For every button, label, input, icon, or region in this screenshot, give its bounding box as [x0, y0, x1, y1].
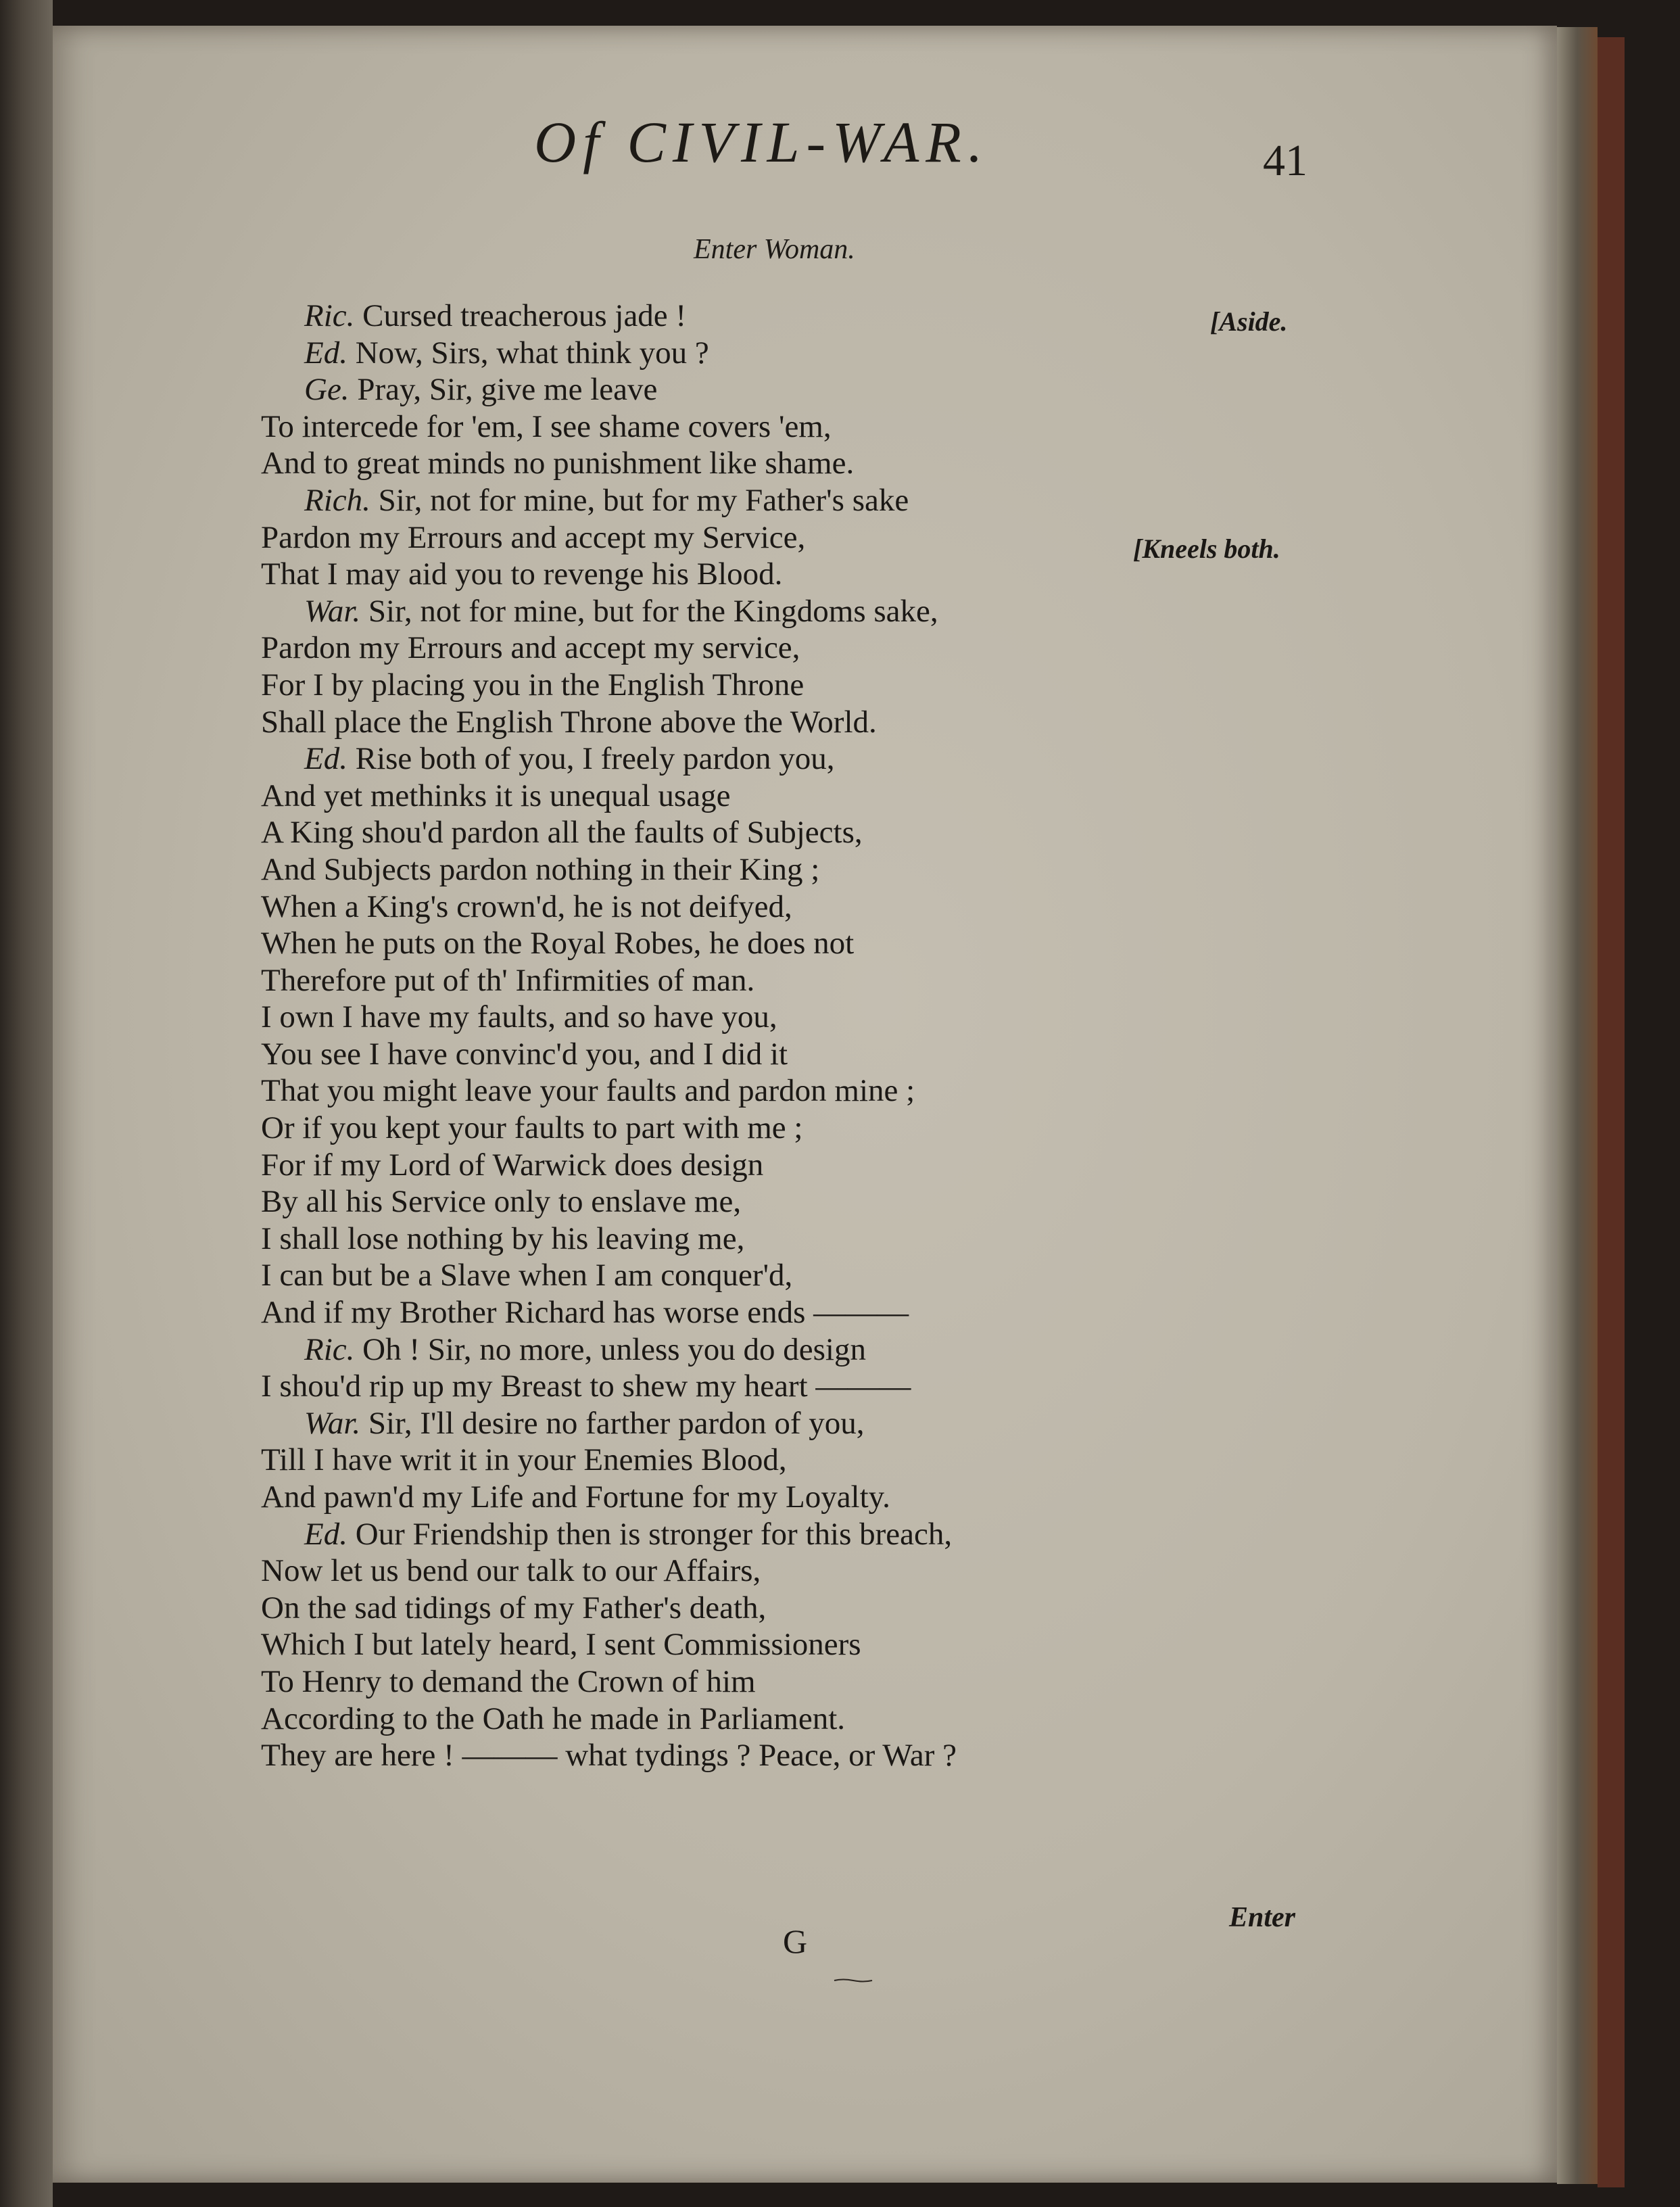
line-text: Shall place the English Throne above the World. — [261, 704, 877, 740]
line-text: By all his Service only to enslave me, — [261, 1184, 742, 1220]
text-line — [261, 740, 1262, 778]
line-text: Now, Sirs, what think you ? — [355, 335, 709, 371]
speaker-name: Ge. — [304, 372, 350, 408]
line-text: And Subjects pardon nothing in their King ; — [261, 851, 820, 887]
line-text: To Henry to demand the Crown of him — [261, 1663, 756, 1699]
stage-direction: Enter Woman. — [694, 234, 855, 265]
line-text: I own I have my faults, and so have you, — [261, 999, 777, 1035]
text-line — [261, 1368, 1262, 1405]
text-line — [261, 778, 1262, 815]
text-line — [261, 1036, 1262, 1073]
margin-note-kneels: [Kneels both. — [1133, 533, 1280, 564]
adjacent-page-edge — [0, 0, 53, 2207]
line-text: I can but be a Slave when I am conquer'd, — [261, 1258, 793, 1294]
text-line — [261, 1405, 1262, 1442]
text-line — [261, 962, 1262, 999]
line-text: Now let us bend our talk to our Affairs, — [261, 1553, 761, 1589]
play-text — [261, 298, 1262, 1774]
margin-note-aside: [Aside. — [1210, 306, 1288, 337]
line-text: To intercede for 'em, I see shame covers 'em, — [261, 408, 832, 444]
text-line — [261, 888, 1262, 926]
text-line — [261, 445, 1262, 482]
catchword: Enter — [1229, 1902, 1296, 1933]
line-text: Rise both of you, I freely pardon you, — [355, 741, 835, 777]
text-line — [261, 667, 1262, 704]
page-stack-edge — [1557, 27, 1598, 2184]
line-text: Pardon my Errours and accept my Service, — [261, 519, 806, 555]
line-text: When a King's crown'd, he is not deifyed, — [261, 888, 792, 924]
line-text: Our Friendship then is stronger for this breach, — [355, 1516, 953, 1552]
text-line — [261, 1220, 1262, 1258]
text-line — [261, 1294, 1262, 1331]
text-line — [261, 1626, 1262, 1663]
text-line — [261, 704, 1262, 741]
line-text: Pray, Sir, give me leave — [357, 372, 658, 408]
line-text: Sir, not for mine, but for my Father's sake — [378, 482, 909, 518]
text-line — [261, 408, 1262, 446]
text-line — [261, 1516, 1262, 1553]
line-text: And pawn'd my Life and Fortune for my Loyalty. — [261, 1479, 890, 1515]
speaker-name: Ed. — [304, 1516, 347, 1552]
line-text: I shall lose nothing by his leaving me, — [261, 1220, 745, 1256]
text-line — [261, 482, 1262, 519]
text-line — [261, 851, 1262, 888]
speaker-name: Ric. — [304, 298, 355, 333]
text-line — [261, 1110, 1262, 1147]
signature-mark: G — [783, 1922, 808, 1960]
speaker-name: War. — [304, 593, 361, 629]
line-text: Sir, I'll desire no farther pardon of you, — [368, 1405, 865, 1441]
line-text: I shou'd rip up my Breast to shew my heart ——— — [261, 1369, 911, 1404]
line-text: You see I have convinc'd you, and I did it — [261, 1036, 788, 1072]
speaker-name: War. — [304, 1405, 361, 1441]
line-text: Pardon my Errours and accept my service, — [261, 630, 800, 666]
text-line — [261, 1590, 1262, 1627]
line-text: Oh ! Sir, no more, unless you do design — [362, 1331, 866, 1367]
text-line — [261, 556, 1262, 593]
line-text: A King shou'd pardon all the faults of Subjects, — [261, 815, 863, 851]
text-line — [261, 593, 1262, 630]
text-line — [261, 1331, 1262, 1369]
line-text: For if my Lord of Warwick does design — [261, 1147, 764, 1183]
line-text: And to great minds no punishment like shame. — [261, 446, 855, 481]
text-line — [261, 630, 1262, 667]
line-text: That you might leave your faults and pardon mine ; — [261, 1073, 915, 1109]
line-text: And if my Brother Richard has worse ends ——— — [261, 1295, 909, 1331]
line-text: Till I have writ it in your Enemies Blood, — [261, 1442, 787, 1478]
text-line — [261, 1072, 1262, 1110]
text-line — [261, 1552, 1262, 1590]
line-text: According to the Oath he made in Parliament. — [261, 1701, 846, 1736]
text-line — [261, 1147, 1262, 1184]
running-title: Of CIVIL-WAR. — [534, 110, 990, 174]
line-text: They are here ! ——— what tydings ? Peace, or War ? — [261, 1738, 957, 1774]
text-line — [261, 371, 1262, 408]
speaker-name: Ed. — [304, 335, 347, 371]
line-text: Therefore put of th' Infirmities of man. — [261, 962, 755, 998]
text-line — [261, 1442, 1262, 1479]
line-text: That I may aid you to revenge his Blood. — [261, 556, 783, 592]
line-text: Or if you kept your faults to part with me ; — [261, 1110, 803, 1146]
line-text: Cursed treacherous jade ! — [362, 298, 687, 333]
text-line — [261, 999, 1262, 1036]
line-text: Sir, not for mine, but for the Kingdoms sake, — [368, 593, 938, 629]
line-text: And yet methinks it is unequal usage — [261, 778, 731, 813]
text-line — [261, 1663, 1262, 1701]
speaker-name: Ed. — [304, 741, 347, 777]
book-cover-edge — [1598, 37, 1625, 2187]
line-text: Which I but lately heard, I sent Commissioners — [261, 1627, 861, 1663]
ornament-dash — [833, 1978, 873, 1983]
text-line — [261, 1257, 1262, 1294]
line-text: When he puts on the Royal Robes, he does not — [261, 926, 855, 962]
text-line — [261, 1479, 1262, 1516]
text-line — [261, 1183, 1262, 1220]
page-number: 41 — [1263, 136, 1307, 185]
speaker-name: Rich. — [304, 482, 370, 518]
text-line — [261, 925, 1262, 962]
text-line — [261, 298, 1262, 335]
line-text: For I by placing you in the English Throne — [261, 667, 805, 703]
text-line — [261, 335, 1262, 372]
text-line — [261, 1737, 1262, 1774]
text-line — [261, 1701, 1262, 1738]
text-line — [261, 814, 1262, 851]
speaker-name: Ric. — [304, 1331, 355, 1367]
line-text: On the sad tidings of my Father's death, — [261, 1590, 767, 1625]
text-line — [261, 519, 1262, 556]
